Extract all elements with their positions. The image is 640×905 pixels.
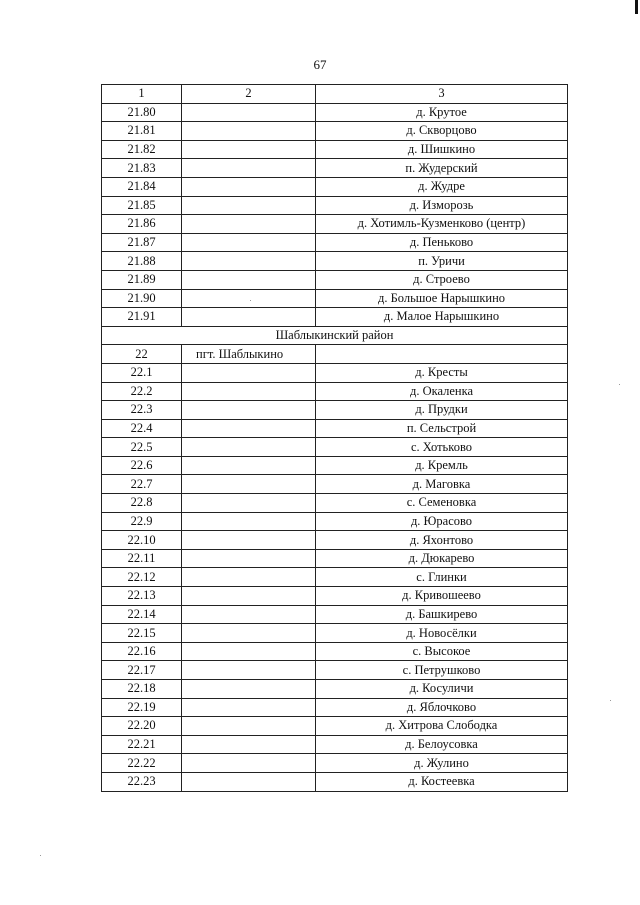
row-settlement: д. Косуличи <box>316 680 568 699</box>
row-center <box>182 270 316 289</box>
row-code: 22.23 <box>102 772 182 791</box>
row-center <box>182 177 316 196</box>
row-settlement: д. Яблочково <box>316 698 568 717</box>
row-code: 22.17 <box>102 661 182 680</box>
table-row <box>102 456 568 475</box>
region-center-row <box>102 345 568 364</box>
row-center <box>182 159 316 178</box>
table-header-row <box>102 85 568 104</box>
table-row <box>102 122 568 141</box>
table-row <box>102 252 568 271</box>
row-settlement: д. Кривошеево <box>316 587 568 606</box>
table-row <box>102 605 568 624</box>
row-code: 22.13 <box>102 587 182 606</box>
table-row <box>102 735 568 754</box>
row-settlement: д. Большое Нарышкино <box>316 289 568 308</box>
row-center <box>182 735 316 754</box>
table-row <box>102 772 568 791</box>
row-code: 22.16 <box>102 642 182 661</box>
table-row <box>102 140 568 159</box>
row-center <box>182 215 316 234</box>
table-row <box>102 494 568 513</box>
row-settlement: д. Окаленка <box>316 382 568 401</box>
row-center <box>182 624 316 643</box>
table-row <box>102 531 568 550</box>
table-row <box>102 754 568 773</box>
row-code: 22.10 <box>102 531 182 550</box>
row-settlement <box>316 345 568 364</box>
row-center <box>182 587 316 606</box>
table-row <box>102 642 568 661</box>
row-center: пгт. Шаблыкино <box>182 345 316 364</box>
row-center <box>182 698 316 717</box>
row-code: 21.81 <box>102 122 182 141</box>
table-row <box>102 382 568 401</box>
row-center <box>182 531 316 550</box>
row-center <box>182 382 316 401</box>
table-row <box>102 661 568 680</box>
row-center <box>182 512 316 531</box>
row-settlement: д. Хотимль-Кузменково (центр) <box>316 215 568 234</box>
row-code: 22.18 <box>102 680 182 699</box>
scan-edge-mark <box>635 0 638 14</box>
row-code: 22.9 <box>102 512 182 531</box>
row-settlement: с. Петрушково <box>316 661 568 680</box>
table-row <box>102 549 568 568</box>
row-settlement: д. Шишкино <box>316 140 568 159</box>
row-center <box>182 772 316 791</box>
column-header-3: 3 <box>316 85 568 104</box>
row-code: 22.22 <box>102 754 182 773</box>
row-center <box>182 401 316 420</box>
row-settlement: д. Жулино <box>316 754 568 773</box>
table-row <box>102 196 568 215</box>
row-settlement: д. Прудки <box>316 401 568 420</box>
row-center <box>182 419 316 438</box>
page-number: 67 <box>313 57 327 72</box>
table-row <box>102 587 568 606</box>
table-row <box>102 717 568 736</box>
row-code: 22 <box>102 345 182 364</box>
table-row <box>102 568 568 587</box>
row-code: 22.19 <box>102 698 182 717</box>
table-row <box>102 308 568 327</box>
table-row <box>102 289 568 308</box>
table-row <box>102 698 568 717</box>
table-row <box>102 512 568 531</box>
row-code: 22.4 <box>102 419 182 438</box>
row-center <box>182 642 316 661</box>
row-settlement: д. Юрасово <box>316 512 568 531</box>
table-row <box>102 680 568 699</box>
row-center <box>182 122 316 141</box>
row-center <box>182 289 316 308</box>
row-code: 22.2 <box>102 382 182 401</box>
scan-speck <box>40 855 41 856</box>
row-settlement: д. Новосёлки <box>316 624 568 643</box>
row-code: 22.6 <box>102 456 182 475</box>
row-settlement: п. Уричи <box>316 252 568 271</box>
rows-before-region <box>102 103 568 326</box>
row-settlement: с. Семеновка <box>316 494 568 513</box>
region-section <box>102 326 568 363</box>
row-settlement: д. Хитрова Слободка <box>316 717 568 736</box>
row-settlement: д. Яхонтово <box>316 531 568 550</box>
rows-after-region <box>102 363 568 791</box>
row-settlement: п. Сельстрой <box>316 419 568 438</box>
row-settlement: д. Дюкарево <box>316 549 568 568</box>
row-code: 21.83 <box>102 159 182 178</box>
table-row <box>102 159 568 178</box>
settlements-table <box>101 84 568 792</box>
row-center <box>182 140 316 159</box>
row-center <box>182 475 316 494</box>
row-code: 21.85 <box>102 196 182 215</box>
row-code: 22.12 <box>102 568 182 587</box>
row-settlement: п. Жудерский <box>316 159 568 178</box>
row-settlement: д. Малое Нарышкино <box>316 308 568 327</box>
table-row <box>102 103 568 122</box>
row-center <box>182 680 316 699</box>
row-settlement: с. Высокое <box>316 642 568 661</box>
row-code: 21.89 <box>102 270 182 289</box>
row-code: 21.84 <box>102 177 182 196</box>
row-settlement: д. Маговка <box>316 475 568 494</box>
row-center <box>182 754 316 773</box>
row-settlement: д. Кресты <box>316 363 568 382</box>
row-center <box>182 363 316 382</box>
row-code: 22.8 <box>102 494 182 513</box>
row-code: 22.5 <box>102 438 182 457</box>
row-code: 22.7 <box>102 475 182 494</box>
column-header-2: 2 <box>182 85 316 104</box>
table-row <box>102 363 568 382</box>
table-row <box>102 438 568 457</box>
row-code: 21.80 <box>102 103 182 122</box>
row-settlement: д. Башкирево <box>316 605 568 624</box>
row-center <box>182 233 316 252</box>
row-center <box>182 605 316 624</box>
row-code: 22.21 <box>102 735 182 754</box>
row-code: 21.91 <box>102 308 182 327</box>
row-settlement: д. Костеевка <box>316 772 568 791</box>
table-row <box>102 419 568 438</box>
row-settlement: д. Строево <box>316 270 568 289</box>
row-code: 22.11 <box>102 549 182 568</box>
row-settlement: с. Глинки <box>316 568 568 587</box>
row-center <box>182 103 316 122</box>
row-settlement: д. Жудре <box>316 177 568 196</box>
row-center <box>182 661 316 680</box>
table-row <box>102 215 568 234</box>
row-center <box>182 717 316 736</box>
row-settlement: д. Белоусовка <box>316 735 568 754</box>
row-settlement: д. Пеньково <box>316 233 568 252</box>
row-code: 22.15 <box>102 624 182 643</box>
row-code: 21.82 <box>102 140 182 159</box>
row-code: 22.20 <box>102 717 182 736</box>
region-heading-row <box>102 326 568 345</box>
row-code: 22.1 <box>102 363 182 382</box>
row-code: 21.90 <box>102 289 182 308</box>
row-settlement: д. Кремль <box>316 456 568 475</box>
row-center <box>182 438 316 457</box>
table-row <box>102 475 568 494</box>
row-center <box>182 456 316 475</box>
row-code: 22.3 <box>102 401 182 420</box>
table-row <box>102 177 568 196</box>
row-center <box>182 494 316 513</box>
row-code: 22.14 <box>102 605 182 624</box>
row-code: 21.86 <box>102 215 182 234</box>
row-code: 21.88 <box>102 252 182 271</box>
row-code: 21.87 <box>102 233 182 252</box>
table-row <box>102 401 568 420</box>
row-settlement: д. Изморозь <box>316 196 568 215</box>
scan-speck <box>610 700 611 701</box>
row-center <box>182 568 316 587</box>
table-row <box>102 233 568 252</box>
scan-speck <box>619 384 620 385</box>
column-header-1: 1 <box>102 85 182 104</box>
row-center <box>182 308 316 327</box>
row-center <box>182 252 316 271</box>
row-settlement: д. Скворцово <box>316 122 568 141</box>
region-title: Шаблыкинский район <box>102 326 568 345</box>
row-settlement: д. Крутое <box>316 103 568 122</box>
row-center <box>182 549 316 568</box>
table-row <box>102 624 568 643</box>
row-center <box>182 196 316 215</box>
row-settlement: с. Хотьково <box>316 438 568 457</box>
table-row <box>102 270 568 289</box>
